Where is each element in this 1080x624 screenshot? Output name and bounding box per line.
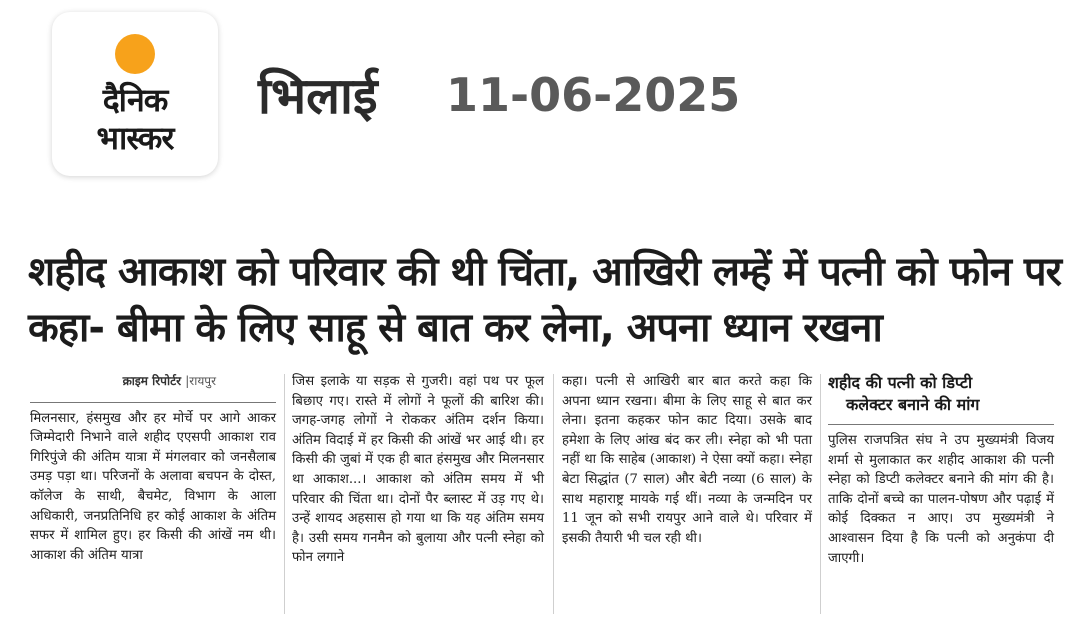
byline-author: क्राइम रिपोर्टर	[122, 374, 182, 388]
brand-name-line1: दैनिक	[102, 81, 168, 119]
edition-date: 11-06-2025	[446, 68, 741, 122]
article-headline: शहीद आकाश को परिवार की थी चिंता, आखिरी लम्हें में पत्नी को फोन पर कहा- बीमा के लिए साहू से बात कर लेना, अपना ध्यान रखना	[28, 249, 1061, 351]
column-divider	[820, 374, 821, 614]
edition-city: भिलाई	[258, 67, 378, 125]
byline-divider	[30, 402, 276, 403]
sidebar-heading	[828, 372, 1054, 416]
column-divider	[553, 374, 554, 614]
sidebar-divider	[828, 424, 1054, 425]
sun-icon	[115, 34, 155, 74]
column-divider	[284, 374, 285, 614]
sidebar-text: पुलिस राजपत्रित संघ ने उप मुख्यमंत्री विजय शर्मा से मुलाकात कर शहीद आकाश की पत्नी स्नेहा को डिप्टी कलेक्टर बनाने की मांग की है। ताकि दोनों बच्चे का पालन-पोषण और पढ़ाई में कोई दिक्कत न आए। उप मुख्यमंत्री ने आश्वासन दिया है कि पत्नी को अनुकंपा दी जाएगी।	[828, 433, 1054, 566]
byline-separator: |	[185, 374, 190, 388]
brand-name-line2: भास्कर	[96, 119, 174, 157]
byline	[30, 372, 276, 392]
sidebar-heading-line1: शहीद की पत्नी को डिप्टी	[828, 373, 973, 392]
article-column-2	[292, 372, 544, 568]
story-text-col2: जिस इलाके या सड़क से गुजरी। वहां पथ पर फूल बिछाए गए। रास्ते में लोगों ने फूलों की बारिश की। जगह-जगह लोगों ने रोककर अंतिम दर्शन किया। अंतिम विदाई में हर किसी की आंखें भर आई थी। हर किसी की जुबां में एक ही बात हंसमुख और मिलनसार था आकाश...। आकाश को अंतिम समय में भी परिवार की चिंता था। दोनों पैर ब्लास्ट में उड़ गए थे। उन्हें शायद अहसास हो गया था कि यह अंतिम समय है। उसी समय गनमैन को बुलाया और पत्नी स्नेहा को फोन लगाने	[292, 374, 544, 566]
sidebar-heading-line2: कलेक्टर बनाने की मांग	[846, 395, 980, 414]
article-column-1	[30, 372, 276, 565]
story-text-col1: मिलनसार, हंसमुख और हर मोर्चे पर आगे आकर जिम्मेदारी निभाने वाले शहीद एएसपी आकाश राव गिरिपुंजे की अंतिम यात्रा में मंगलवार को जनसैलाब उमड़ पड़ा था। परिजनों के अलावा बचपन के दोस्त, कॉलेज के साथी, बैचमेट, विभाग के आला अधिकारी, जनप्रतिनिधि हर कोई आकाश के अंतिम सफर में शामिल हुए। हर किसी की आंखें नम थी। आकाश की अंतिम यात्रा	[30, 410, 276, 563]
story-text-col3: कहा। पत्नी से आखिरी बार बात करते कहा कि अपना ध्यान रखना। बीमा के लिए साहू से बात कर लेना। इतना कहकर फोन काट दिया। उसके बाद हमेशा के लिए आंख बंद कर ली। स्नेहा को भी पता नहीं था कि साहेब (आकाश) ने ऐसा क्यों कहा। स्नेहा बेटा सिद्धांत (7 साल) और बेटी नव्या (6 साल) के साथ महाराष्ट्र मायके गई थीं। नव्या के जन्मदिन पर 11 जून को सभी रायपुर आने वाले थे। परिवार में इसकी तैयारी भी चल रही थी।	[562, 374, 812, 546]
byline-place: रायपुर	[189, 374, 216, 388]
brand-logo	[52, 12, 218, 176]
sidebar-box	[828, 372, 1054, 568]
article-column-3	[562, 372, 812, 548]
